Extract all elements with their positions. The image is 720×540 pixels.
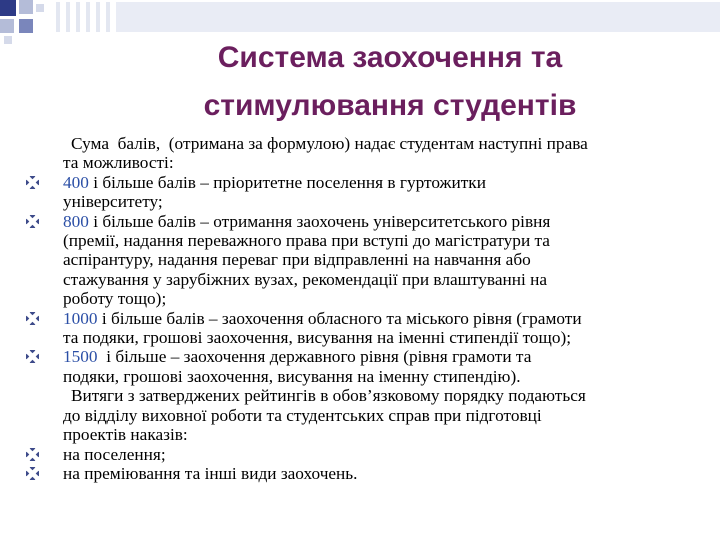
line-text: і більше балів – отримання заохочень університетського рівня: [88, 211, 551, 231]
line-text: на преміювання та інші види заохочень.: [63, 463, 358, 483]
line-text: і більше – заохочення державного рівня (рівня грамоти та: [97, 347, 532, 367]
diamond-bullet-icon: [26, 312, 39, 325]
text-line: [63, 464, 674, 483]
text-line: [63, 231, 674, 250]
score-threshold: 1500: [63, 347, 98, 367]
score-threshold: 800: [63, 211, 89, 231]
diamond-bullet-icon: [26, 467, 39, 480]
text-line: [63, 192, 674, 211]
line-text: до відділу виховної роботи та студентських справ при підготовці: [63, 405, 542, 425]
bullet-item: [34, 212, 674, 309]
text-line: [63, 425, 674, 444]
bullet-item: [34, 464, 674, 483]
diamond-bullet-icon: [26, 350, 39, 363]
corner-squares-icon: [0, 0, 44, 44]
line-text: (премії, надання переважного права при вступі до магістратури та: [63, 231, 550, 251]
text-line: [63, 153, 674, 172]
score-threshold: 400: [63, 172, 89, 192]
text-line: [63, 445, 674, 464]
bullet-item: [34, 173, 674, 212]
content-body: [34, 134, 674, 483]
line-text: університету;: [63, 192, 163, 212]
text-line: [63, 289, 674, 308]
title-line-2: стимулювання студентів: [203, 89, 577, 122]
diamond-bullet-icon: [26, 176, 39, 189]
text-line: [63, 386, 674, 405]
line-text: подяки, грошові заохочення, висування на іменну стипендію).: [63, 366, 521, 386]
line-text: і більше балів – пріоритетне поселення в гуртожитки: [88, 172, 486, 192]
line-text: на поселення;: [63, 444, 166, 464]
text-line: [63, 328, 674, 347]
line-text: та можливості:: [63, 153, 174, 173]
bullet-item: [34, 347, 674, 386]
text-line: [63, 406, 674, 425]
bullet-item: [34, 309, 674, 348]
bullet-item: [34, 445, 674, 464]
line-text: Витяги з затверджених рейтингів в обов’язковому порядку подаються: [71, 386, 586, 406]
title-line-1: Система заохочення та: [217, 41, 563, 74]
paragraph: [34, 134, 674, 173]
text-line: [63, 270, 674, 289]
text-line: [63, 367, 674, 386]
slide-title: [110, 34, 670, 130]
text-line: [63, 212, 674, 231]
line-text: та подяки, грошові заохочення, висування на іменні стипендії тощо);: [63, 328, 572, 348]
line-text: і більше балів – заохочення обласного та міського рівня (грамоти: [97, 308, 582, 328]
line-text: аспірантуру, надання переваг при відправленні на навчання або: [63, 250, 531, 270]
score-threshold: 1000: [63, 308, 98, 328]
line-text: проектів наказів:: [63, 425, 188, 445]
diamond-bullet-icon: [26, 215, 39, 228]
line-text: Сума балів, (отримана за формулою) надає студентам наступні права: [71, 134, 588, 153]
text-line: [63, 250, 674, 269]
text-line: [63, 173, 674, 192]
line-text: стажування у зарубіжних вузах, рекомендації при влаштуванні на: [63, 269, 548, 289]
header-stripes: [56, 2, 720, 32]
line-text: роботу тощо);: [63, 289, 167, 309]
text-line: [63, 347, 674, 366]
diamond-bullet-icon: [26, 448, 39, 461]
text-line: [63, 134, 674, 153]
paragraph: [34, 386, 674, 444]
text-line: [63, 309, 674, 328]
